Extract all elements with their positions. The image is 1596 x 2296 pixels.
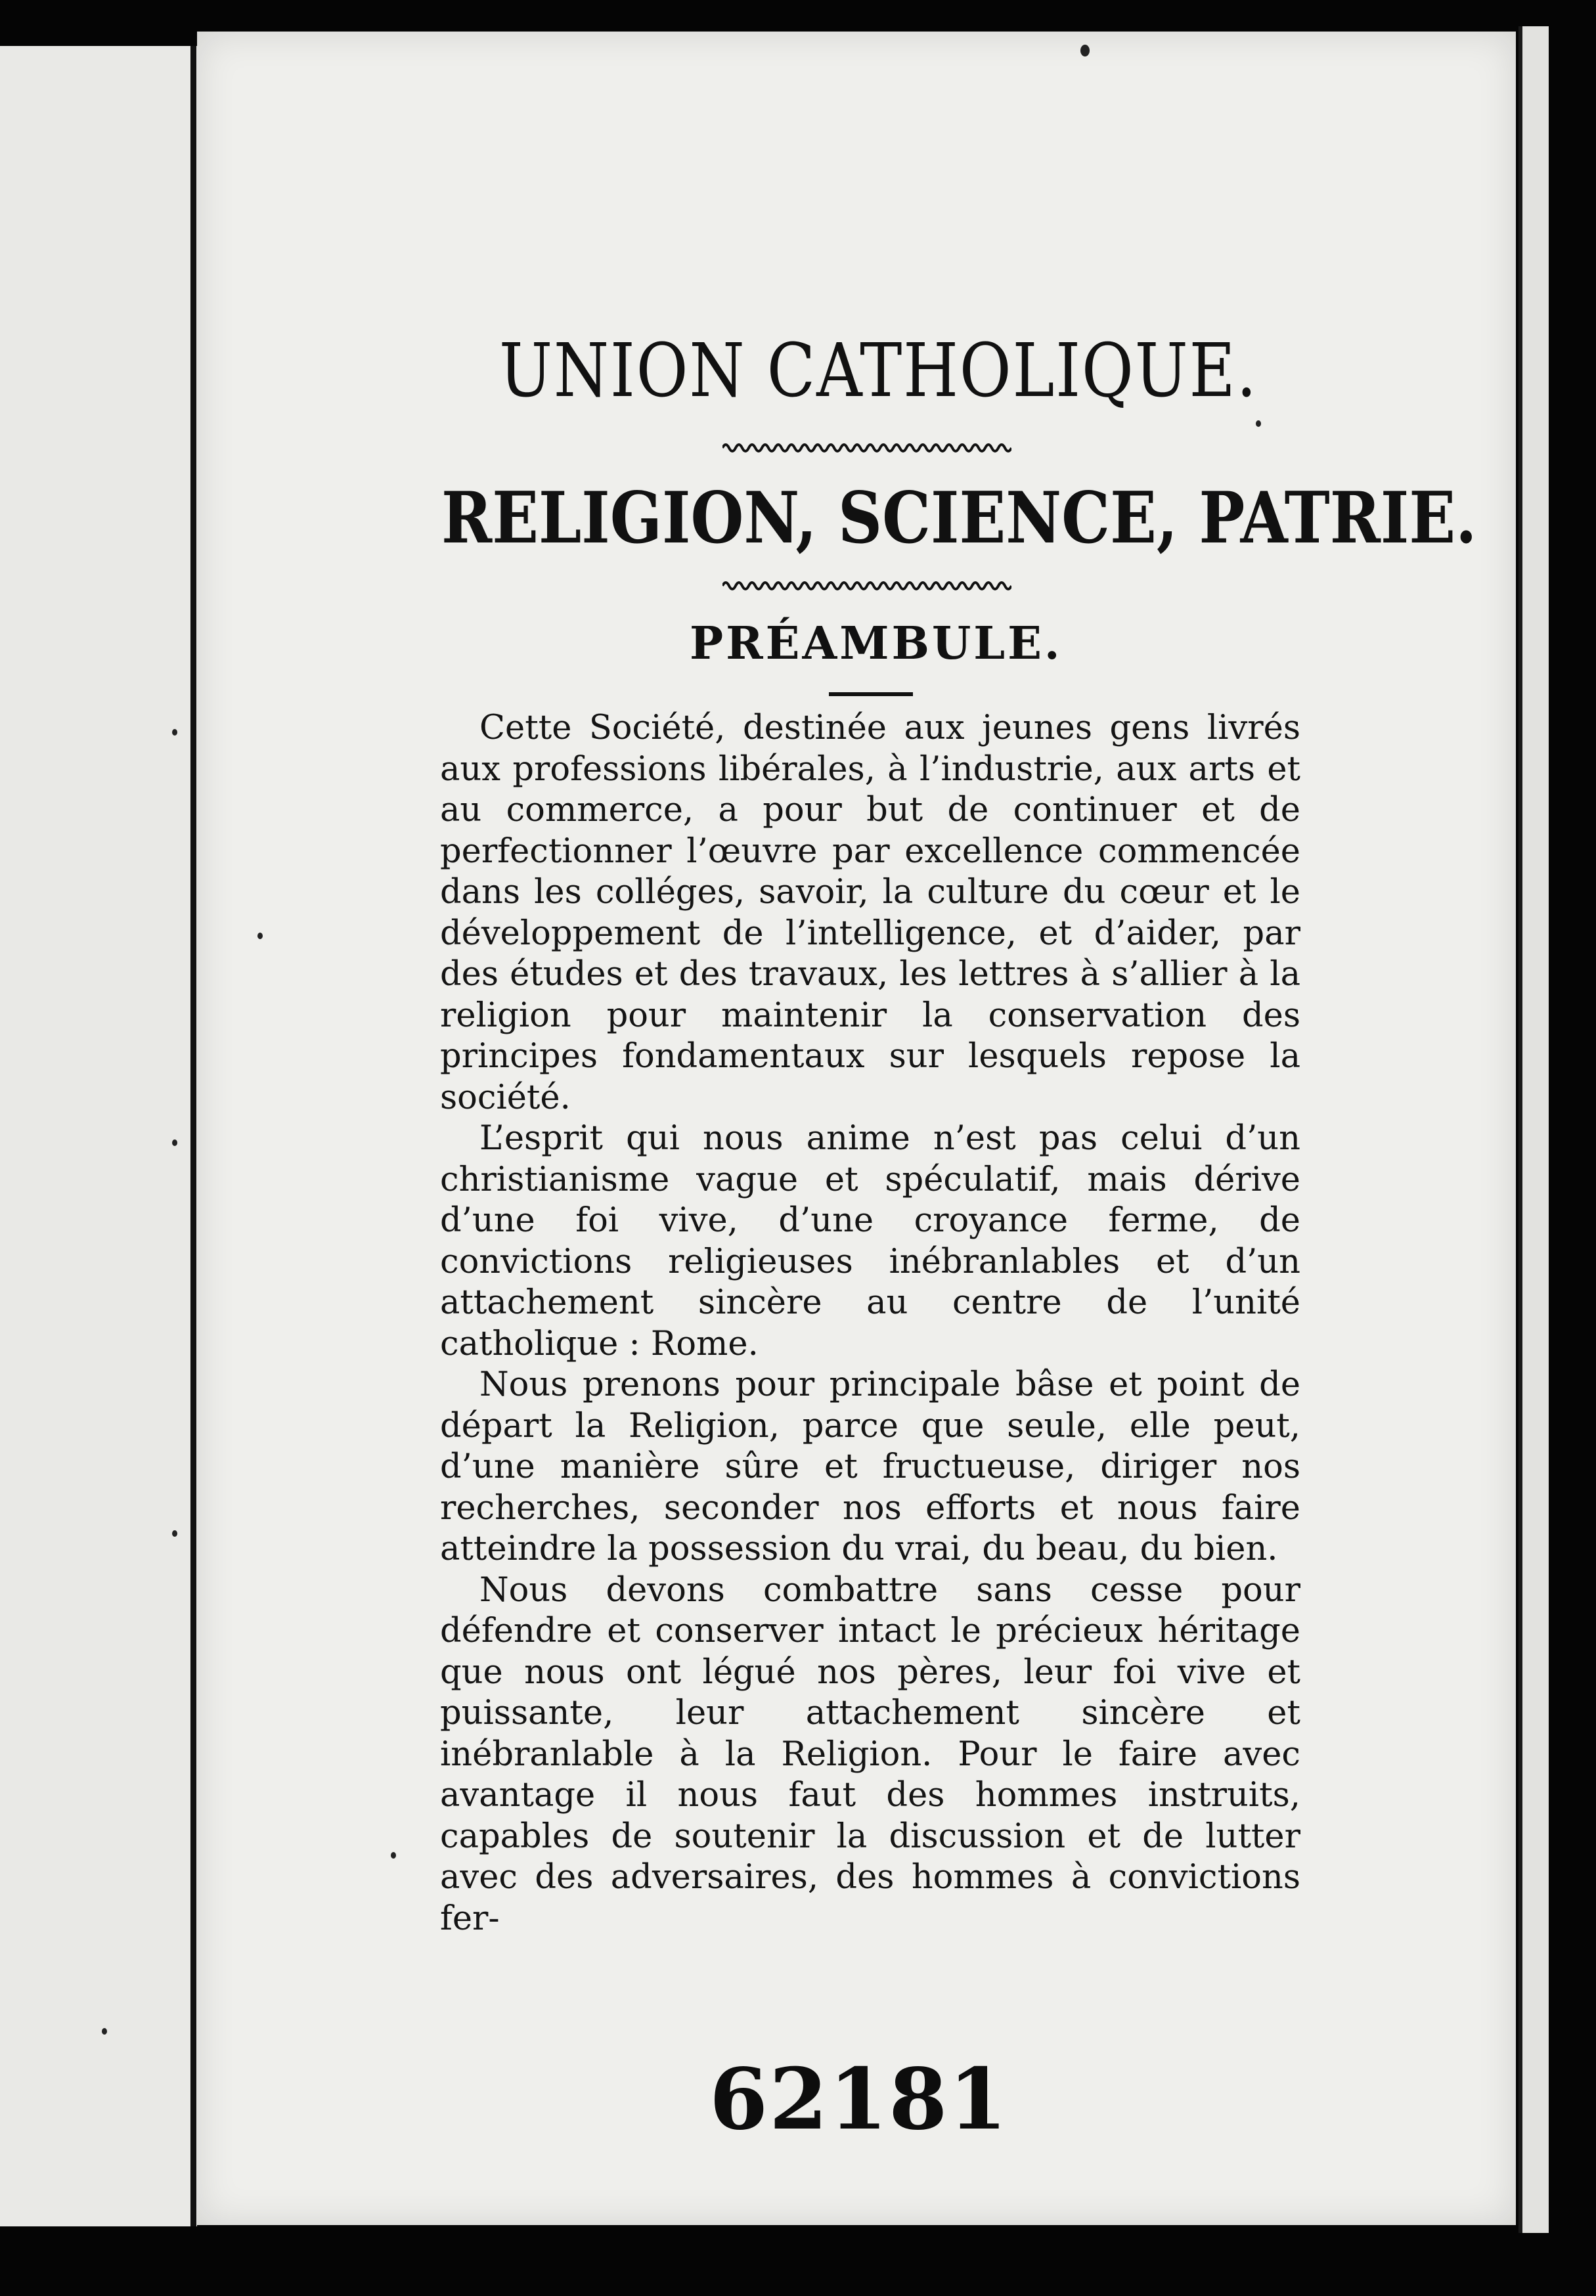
margin-speck [257, 933, 263, 939]
margin-speck [172, 729, 177, 736]
page-gutter-line [190, 46, 196, 2226]
paragraph: Cette Société, destinée aux jeunes gens livrés aux professions libérales, à l’industrie, aux arts et au commerce, a pour but de continuer et de perfectionner l’œuvre par excellence commencée dans les colléges, savoir, la culture du cœur et le développement de l’intelligence, et d’aider, par des études et des travaux, les lettres à s’allier à la religion pour maintenir la conservation des principes fondamentaux sur lesquels repose la société. [440, 709, 1300, 1117]
heading-rule [829, 692, 913, 696]
margin-speck [1256, 420, 1261, 427]
catalog-stamp-number: 62181 [709, 2050, 1009, 2149]
paragraph: Nous devons combattre sans cesse pour défendre et conserver intact le précieux héritage que nous ont légué nos pères, leur foi vive et puissante, leur attachement sincère et inébranlable à la Religion. Pour le faire avec avantage il nous faut des hommes instruits, capables de soutenir la discussion et de lutter avec des adversaires, des hommes à convictions fer- [440, 1570, 1300, 1938]
paragraph: Nous prenons pour principale bâse et point de départ la Religion, parce que seule, elle peut, d’une manière sûre et fructueuse, diriger nos recherches, seconder nos efforts et nous faire atteindre la possession du vrai, du beau, du bien. [440, 1365, 1300, 1568]
margin-speck [1080, 45, 1090, 56]
motto-heading: RELIGION, SCIENCE, PATRIE. [441, 477, 1477, 560]
margin-speck [391, 1852, 396, 1859]
margin-speck [172, 1530, 177, 1537]
margin-speck [172, 1139, 177, 1146]
preamble-body [440, 708, 1300, 1939]
title-wavy-divider [722, 439, 1011, 457]
paragraph: L’esprit qui nous anime n’est pas celui d’un christianisme vague et spéculatif, mais dérive d’une foi vive, d’une croyance ferme, de convictions religieuses inébranlables et d’un attachement sincère au centre de l’unité catholique : Rome. [440, 1119, 1300, 1363]
motto-wavy-divider [722, 577, 1011, 595]
margin-speck [102, 2028, 107, 2035]
facing-page-edge [0, 46, 197, 2226]
section-heading: PRÉAMBULE. [690, 617, 1063, 670]
page-right-rim [1518, 26, 1549, 2233]
document-title: UNION CATHOLIQUE. [499, 328, 1258, 414]
